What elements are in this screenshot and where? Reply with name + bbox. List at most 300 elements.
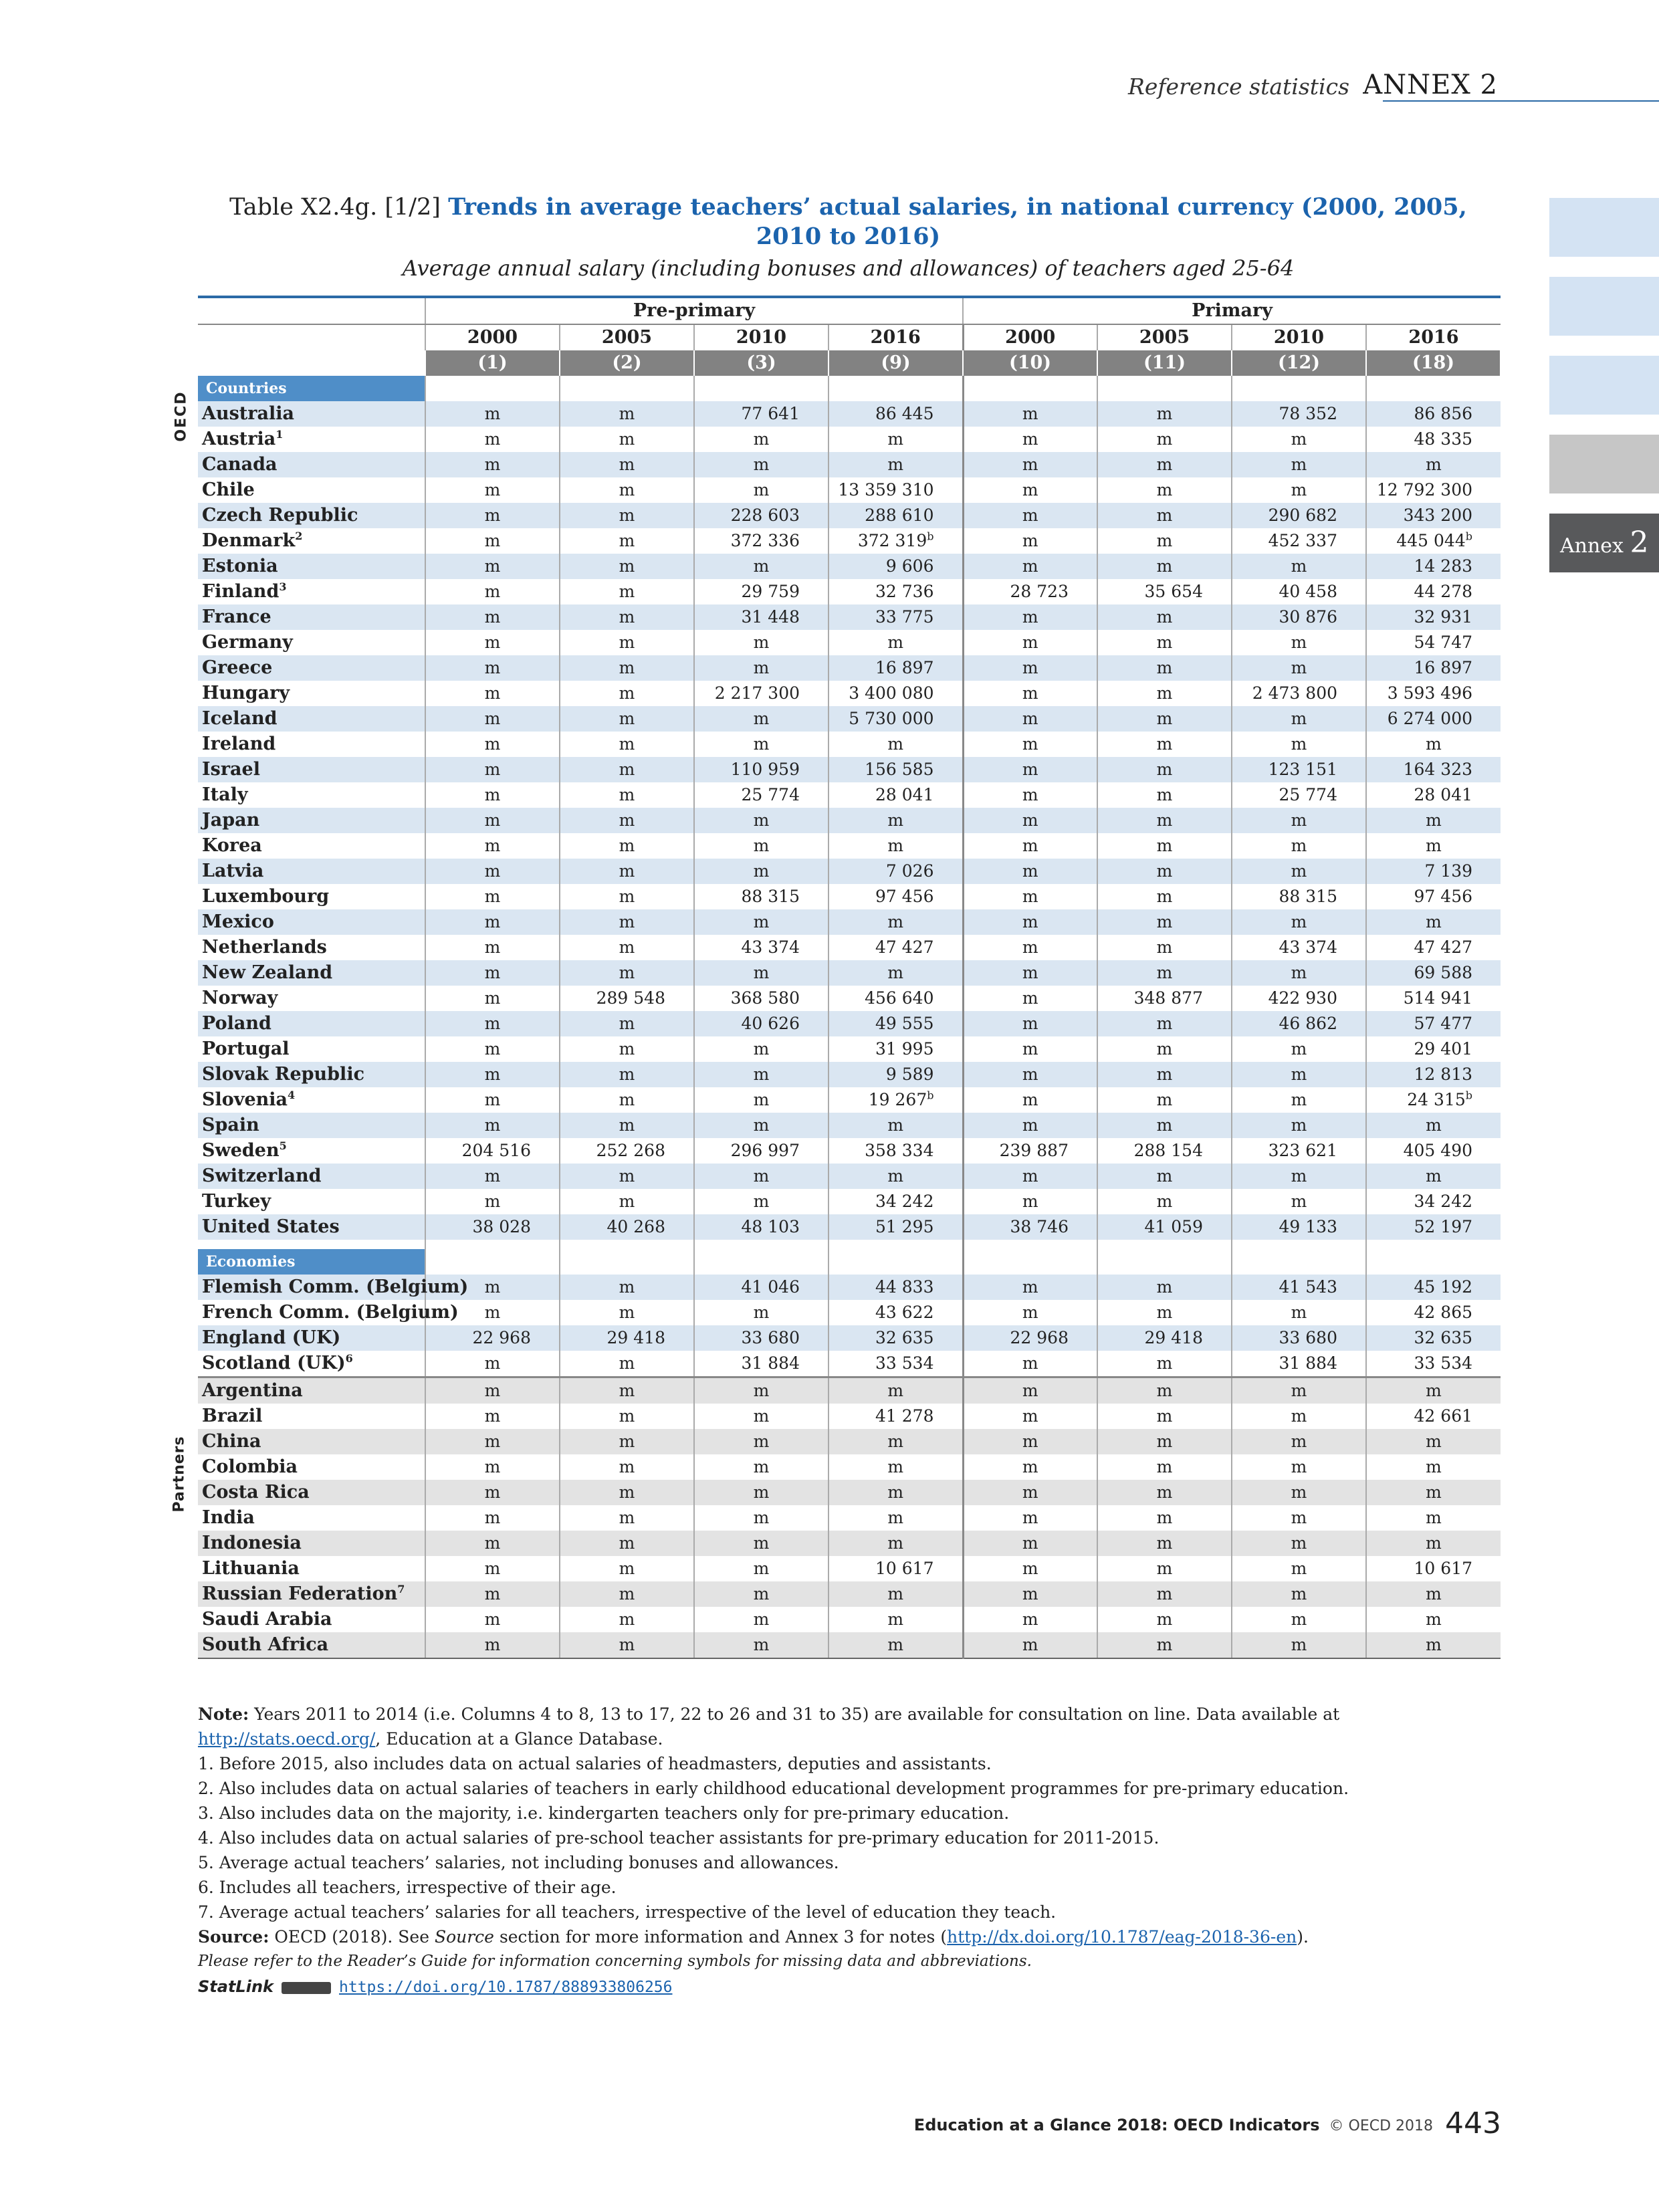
table-cell: m — [963, 1632, 1097, 1658]
table-row — [198, 1607, 1501, 1632]
table-cell: 35 654 — [1097, 579, 1232, 604]
table-cell: m — [828, 1164, 963, 1189]
year-header: 2005 — [560, 324, 694, 350]
table-cell: m — [560, 1480, 694, 1505]
table-cell: m — [694, 1113, 828, 1138]
table-cell: m — [1097, 1275, 1232, 1300]
table-row — [198, 1351, 1501, 1377]
table-cell: 43 374 — [1232, 935, 1366, 960]
year-header: 2010 — [694, 324, 828, 350]
table-row — [198, 1011, 1501, 1036]
table-cell: m — [1097, 1429, 1232, 1454]
table-cell: 372 336 — [694, 528, 828, 554]
table-row — [198, 1429, 1501, 1454]
table-cell: 57 477 — [1366, 1011, 1501, 1036]
table-row — [198, 935, 1501, 960]
table-cell: m — [560, 1429, 694, 1454]
row-label: England (UK) — [198, 1325, 425, 1351]
table-cell: m — [1232, 1113, 1366, 1138]
table-cell: m — [560, 1607, 694, 1632]
table-row — [198, 1377, 1501, 1404]
table-cell: 288 154 — [1097, 1138, 1232, 1164]
table-cell: m — [560, 630, 694, 655]
table-cell: m — [963, 1062, 1097, 1087]
table-cell: m — [1366, 833, 1501, 859]
table-cell: m — [963, 503, 1097, 528]
table-cell: m — [694, 1607, 828, 1632]
row-label: Norway — [202, 988, 278, 1008]
table-cell: m — [963, 630, 1097, 655]
table-cell: 33 775 — [828, 604, 963, 630]
row-label: Canada — [198, 452, 425, 477]
table-body — [198, 376, 1501, 1658]
table-cell: m — [560, 528, 694, 554]
table-cell: m — [425, 732, 560, 757]
row-label: Scotland (UK)$^6$ — [202, 1352, 353, 1373]
footnote: 3. Also includes data on the majority, i.e. kindergarten teachers only for pre-primary education. — [198, 1803, 1010, 1823]
table-cell: 29 401 — [1366, 1036, 1501, 1062]
row-label: Estonia — [198, 554, 425, 579]
table-cell: m — [560, 1505, 694, 1531]
table-cell: m — [425, 782, 560, 808]
table-row — [198, 681, 1501, 706]
table-row — [198, 1300, 1501, 1325]
table-row — [198, 1531, 1501, 1556]
year-header: 2005 — [1097, 324, 1232, 350]
table-cell: m — [1232, 554, 1366, 579]
table-cell: 31 995 — [828, 1036, 963, 1062]
table-cell: m — [1097, 1113, 1232, 1138]
table-cell: m — [1097, 1377, 1232, 1404]
table-cell: m — [1097, 477, 1232, 503]
table-cell: 40 458 — [1232, 579, 1366, 604]
stats-link[interactable]: http://stats.oecd.org/ — [198, 1729, 376, 1749]
table-title — [198, 193, 1499, 251]
table-cell: 16 897 — [828, 655, 963, 681]
table-cell: 43 374 — [694, 935, 828, 960]
table-cell: m — [828, 1581, 963, 1607]
table-cell: m — [560, 1632, 694, 1658]
table-cell: 10 617 — [828, 1556, 963, 1581]
table-cell: m — [1232, 706, 1366, 732]
table-cell: m — [425, 1480, 560, 1505]
row-label: Slovak Republic — [198, 1062, 425, 1087]
table-cell: m — [694, 1632, 828, 1658]
table-cell: 33 680 — [694, 1325, 828, 1351]
table-cell: m — [963, 477, 1097, 503]
table-cell: 422 930 — [1232, 986, 1366, 1011]
table-cell: m — [1366, 732, 1501, 757]
table-cell: m — [425, 528, 560, 554]
table-cell: m — [963, 960, 1097, 986]
table-cell: m — [1097, 1164, 1232, 1189]
table-cell: m — [963, 909, 1097, 935]
year-header: 2010 — [1232, 324, 1366, 350]
table-cell: 452 337 — [1232, 528, 1366, 554]
table-cell: 86 445 — [828, 401, 963, 427]
table-cell: m — [1097, 808, 1232, 833]
page-number: 443 — [1445, 2106, 1501, 2140]
table-cell: m — [425, 935, 560, 960]
table-row — [198, 1505, 1501, 1531]
table-cell: m — [1232, 630, 1366, 655]
table-cell: m — [560, 833, 694, 859]
table-cell: 445 044$^b$ — [1366, 528, 1501, 554]
table-row — [198, 1454, 1501, 1480]
side-tab-annex: Annex 2 — [1549, 514, 1659, 572]
year-header: 2000 — [963, 324, 1097, 350]
header-rule — [1383, 100, 1659, 102]
table-cell: m — [963, 604, 1097, 630]
table-cell: 38 028 — [425, 1214, 560, 1240]
column-number: (9) — [828, 350, 963, 376]
table-cell: m — [560, 1189, 694, 1214]
table-cell: m — [963, 554, 1097, 579]
table-cell: m — [1097, 1505, 1232, 1531]
table-cell: m — [1232, 1300, 1366, 1325]
table-cell: 348 877 — [1097, 986, 1232, 1011]
table-cell: m — [963, 1036, 1097, 1062]
row-label: Costa Rica — [198, 1480, 425, 1505]
statlink-url[interactable]: https://doi.org/10.1787/888933806256 — [339, 1979, 673, 1996]
section-row-countries — [198, 376, 1501, 401]
table-cell: m — [1232, 1036, 1366, 1062]
table-cell: m — [1097, 1062, 1232, 1087]
table-cell: m — [963, 1556, 1097, 1581]
table-cell: 24 315$^b$ — [1366, 1087, 1501, 1113]
table-cell: 33 534 — [828, 1351, 963, 1377]
running-header-reference: Reference statistics — [1127, 74, 1349, 100]
table-cell: 42 865 — [1366, 1300, 1501, 1325]
table-cell: 31 448 — [694, 604, 828, 630]
table-cell: m — [560, 808, 694, 833]
table-cell: m — [1097, 1632, 1232, 1658]
table-cell: m — [1232, 960, 1366, 986]
table-cell: m — [1232, 655, 1366, 681]
table-cell: 41 046 — [694, 1275, 828, 1300]
table-cell: 2 217 300 — [694, 681, 828, 706]
row-label: Chile — [202, 479, 255, 500]
row-label: New Zealand — [198, 960, 425, 986]
table-cell: m — [425, 1011, 560, 1036]
table-cell: 290 682 — [1232, 503, 1366, 528]
table-cell: m — [828, 732, 963, 757]
table-cell: 164 323 — [1366, 757, 1501, 782]
table-cell: m — [963, 528, 1097, 554]
table-cell: m — [963, 1011, 1097, 1036]
table-cell: m — [963, 782, 1097, 808]
table-cell: m — [1097, 833, 1232, 859]
table-cell: m — [828, 427, 963, 452]
table-cell: m — [828, 630, 963, 655]
table-cell: m — [425, 706, 560, 732]
table-cell: m — [694, 452, 828, 477]
table-cell: m — [1232, 1581, 1366, 1607]
table-cell: 252 268 — [560, 1138, 694, 1164]
table-number: Table X2.4g. [1/2] — [229, 194, 441, 221]
table-cell: 40 268 — [560, 1214, 694, 1240]
table-cell: m — [963, 452, 1097, 477]
table-cell: 2 473 800 — [1232, 681, 1366, 706]
table-cell: 44 278 — [1366, 579, 1501, 604]
table-cell: m — [694, 1164, 828, 1189]
level-header: Primary — [963, 297, 1501, 324]
table-cell: m — [828, 1505, 963, 1531]
table-cell: m — [1097, 604, 1232, 630]
table-cell: m — [1232, 1429, 1366, 1454]
table-cell: m — [425, 1454, 560, 1480]
table-cell: m — [828, 808, 963, 833]
table-cell: 456 640 — [828, 986, 963, 1011]
table-cell: m — [560, 1275, 694, 1300]
table-cell: 41 278 — [828, 1404, 963, 1429]
table-cell: m — [1097, 630, 1232, 655]
table-row — [198, 1036, 1501, 1062]
table-cell: m — [828, 452, 963, 477]
table-cell: m — [1097, 782, 1232, 808]
table-row — [198, 1113, 1501, 1138]
table-cell: m — [1232, 1062, 1366, 1087]
table-cell: m — [963, 757, 1097, 782]
table-cell: m — [1097, 1480, 1232, 1505]
column-number: (10) — [963, 350, 1097, 376]
table-cell: m — [560, 884, 694, 909]
table-row — [198, 427, 1501, 452]
oecd-group-label: OECD — [173, 391, 190, 442]
table-row — [198, 986, 1501, 1011]
note: Note: Years 2011 to 2014 (i.e. Columns 4 to 8, 13 to 17, 22 to 26 and 31 to 35) are available for consultation on line. Data available at http://stats.oecd.org/, Education at a Glance Database. — [198, 1704, 1340, 1749]
table-cell: m — [1366, 1164, 1501, 1189]
table-cell: 31 884 — [694, 1351, 828, 1377]
row-label: Colombia — [202, 1456, 298, 1477]
table-cell: m — [560, 477, 694, 503]
table-cell: m — [963, 401, 1097, 427]
footnote: 7. Average actual teachers’ salaries for all teachers, irrespective of the level of education they teach. — [198, 1902, 1057, 1922]
table-cell: m — [828, 833, 963, 859]
table-cell: m — [1097, 427, 1232, 452]
table-cell: m — [828, 1531, 963, 1556]
table-cell: m — [1232, 1480, 1366, 1505]
table-cell: m — [560, 1062, 694, 1087]
table-row — [198, 706, 1501, 732]
statlink-icon — [282, 1982, 331, 1994]
footnotes — [198, 1751, 1502, 1924]
table-cell: 32 736 — [828, 579, 963, 604]
source-link[interactable]: http://dx.doi.org/10.1787/eag-2018-36-en — [947, 1927, 1297, 1947]
table-cell: 19 267$^b$ — [828, 1087, 963, 1113]
table-cell: m — [1097, 452, 1232, 477]
table-cell: m — [963, 1480, 1097, 1505]
table-row — [198, 884, 1501, 909]
table-cell: 43 622 — [828, 1300, 963, 1325]
year-header: 2016 — [828, 324, 963, 350]
table-cell: 32 635 — [1366, 1325, 1501, 1351]
table-cell: m — [694, 1062, 828, 1087]
table-row — [198, 1581, 1501, 1607]
row-label: Turkey — [202, 1191, 271, 1212]
table-cell: m — [1232, 1531, 1366, 1556]
year-header: 2000 — [425, 324, 560, 350]
row-label: Japan — [198, 808, 425, 833]
table-row — [198, 452, 1501, 477]
table-cell: m — [560, 859, 694, 884]
column-number: (18) — [1366, 350, 1501, 376]
column-number: (2) — [560, 350, 694, 376]
table-cell: m — [694, 554, 828, 579]
table-cell: m — [1232, 427, 1366, 452]
notes — [198, 1702, 1502, 2000]
table-cell: m — [1097, 935, 1232, 960]
row-label: Indonesia — [198, 1531, 425, 1556]
side-tab — [1549, 277, 1659, 336]
table-cell: m — [1366, 909, 1501, 935]
table-cell: m — [560, 960, 694, 986]
table-cell: m — [1097, 1454, 1232, 1480]
table-cell: 289 548 — [560, 986, 694, 1011]
table-cell: m — [1366, 1607, 1501, 1632]
table-cell: m — [560, 604, 694, 630]
table-row — [198, 579, 1501, 604]
table-cell: m — [1366, 808, 1501, 833]
table-cell: m — [694, 655, 828, 681]
table-cell: m — [694, 1505, 828, 1531]
running-header — [1070, 68, 1498, 102]
table-row — [198, 401, 1501, 427]
table-cell: m — [425, 681, 560, 706]
table-row — [198, 782, 1501, 808]
table-cell: m — [1232, 808, 1366, 833]
table-cell: m — [828, 1454, 963, 1480]
column-number: (1) — [425, 350, 560, 376]
table-cell: m — [1232, 1087, 1366, 1113]
table-cell: m — [1097, 1607, 1232, 1632]
table-cell: m — [1097, 909, 1232, 935]
table-cell: m — [425, 630, 560, 655]
table-cell: m — [963, 732, 1097, 757]
table-cell: 13 359 310 — [828, 477, 963, 503]
row-label: Latvia — [198, 859, 425, 884]
year-header-row — [198, 324, 1501, 350]
row-label: Ireland — [202, 734, 276, 754]
table-cell: m — [425, 1505, 560, 1531]
table-cell: 49 555 — [828, 1011, 963, 1036]
table-cell: m — [425, 1164, 560, 1189]
table-cell: m — [425, 808, 560, 833]
table-cell: 7 026 — [828, 859, 963, 884]
table-cell: m — [828, 909, 963, 935]
table-cell: 49 133 — [1232, 1214, 1366, 1240]
table-cell: 3 593 496 — [1366, 681, 1501, 706]
table-row — [198, 604, 1501, 630]
table-cell: 372 319$^b$ — [828, 528, 963, 554]
table-cell: m — [560, 1454, 694, 1480]
table-cell: 22 968 — [963, 1325, 1097, 1351]
table-cell: m — [560, 1087, 694, 1113]
table-cell: m — [560, 1377, 694, 1404]
table-cell: m — [1366, 1480, 1501, 1505]
table-cell: m — [1097, 884, 1232, 909]
side-tab — [1549, 356, 1659, 415]
table-cell: m — [1097, 655, 1232, 681]
row-label: China — [198, 1429, 425, 1454]
table-cell: m — [1232, 1632, 1366, 1658]
statlink-logo: StatLink — [198, 1977, 273, 1996]
table-cell: m — [560, 503, 694, 528]
table-cell: m — [425, 1404, 560, 1429]
table-cell: 29 418 — [560, 1325, 694, 1351]
table-row — [198, 1214, 1501, 1240]
table-row — [198, 757, 1501, 782]
table-cell: 78 352 — [1232, 401, 1366, 427]
table-row — [198, 808, 1501, 833]
table-cell: m — [1232, 1607, 1366, 1632]
table-cell: m — [425, 401, 560, 427]
table-cell: m — [963, 681, 1097, 706]
row-label: India — [202, 1507, 255, 1528]
running-header-annex: ANNEX 2 — [1363, 70, 1498, 100]
table-cell: m — [694, 1189, 828, 1214]
table-cell: 228 603 — [694, 503, 828, 528]
table-cell: 9 589 — [828, 1062, 963, 1087]
table-cell: m — [1366, 1632, 1501, 1658]
table-cell: 34 242 — [1366, 1189, 1501, 1214]
table-cell: m — [828, 1113, 963, 1138]
table-row — [198, 909, 1501, 935]
table-row — [198, 554, 1501, 579]
table-cell: m — [425, 427, 560, 452]
row-label: Germany — [202, 632, 293, 653]
column-number: (3) — [694, 350, 828, 376]
table-cell: m — [694, 960, 828, 986]
table-cell: m — [1097, 706, 1232, 732]
table-row — [198, 960, 1501, 986]
table-cell: 88 315 — [694, 884, 828, 909]
table-cell: m — [694, 1581, 828, 1607]
table-cell: 41 543 — [1232, 1275, 1366, 1300]
statlink — [198, 1974, 1502, 2000]
row-label: Lithuania — [202, 1558, 300, 1579]
table-cell: m — [560, 1113, 694, 1138]
table-cell: 88 315 — [1232, 884, 1366, 909]
table-cell: m — [425, 503, 560, 528]
table-cell: 22 968 — [425, 1325, 560, 1351]
table-cell: m — [694, 833, 828, 859]
row-label: United States — [198, 1214, 425, 1240]
table-cell: 25 774 — [1232, 782, 1366, 808]
table-cell: m — [694, 909, 828, 935]
table-cell: 12 813 — [1366, 1062, 1501, 1087]
table-cell: m — [560, 1556, 694, 1581]
table-cell: m — [694, 630, 828, 655]
table-cell: m — [1366, 1454, 1501, 1480]
table-cell: m — [1097, 1036, 1232, 1062]
table-cell: m — [694, 1036, 828, 1062]
table-cell: 368 580 — [694, 986, 828, 1011]
table-cell: m — [694, 706, 828, 732]
table-row — [198, 833, 1501, 859]
table-cell: m — [1097, 1404, 1232, 1429]
table-row — [198, 1404, 1501, 1429]
table-cell: m — [425, 1275, 560, 1300]
row-label: Hungary — [202, 683, 290, 703]
table-row — [198, 1062, 1501, 1087]
table-cell: m — [1366, 1581, 1501, 1607]
row-label: Korea — [202, 835, 262, 856]
table-cell: m — [425, 1300, 560, 1325]
table-cell: 47 427 — [828, 935, 963, 960]
table-cell: m — [963, 986, 1097, 1011]
table-row — [198, 630, 1501, 655]
